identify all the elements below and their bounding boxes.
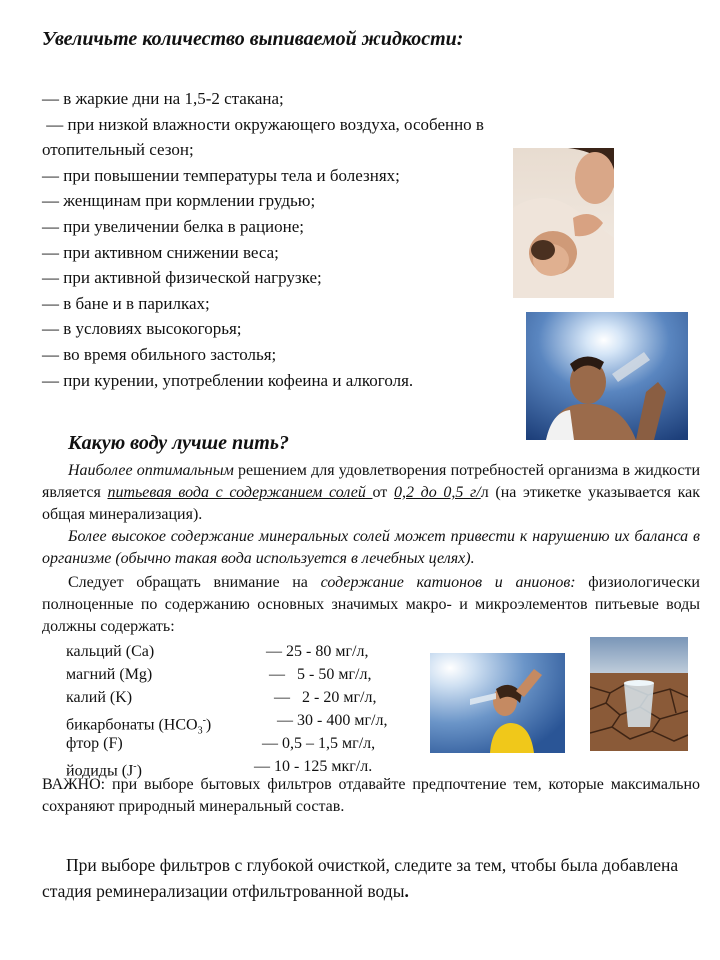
mineral-range-emphasis: 0,2 до 0,5 г/ — [393, 484, 481, 501]
mineral-value: — 5 - 50 мг/л, — [269, 666, 372, 683]
mineral-value: — 10 - 125 мкг/л. — [254, 758, 373, 775]
important-note: ВАЖНО: при выборе бытовых фильтров отдавайте предпочтение тем, которые максимально сохраняют природный минеральный состав. — [42, 776, 700, 815]
mineral-row — [66, 709, 426, 737]
paragraph-text: Следует обращать внимание на — [68, 574, 321, 591]
list-item: — женщинам при кормлении грудью; — [42, 191, 316, 211]
cations-emphasis: содержание катионов и анионов: — [320, 574, 576, 591]
final-text: При выборе фильтров с глубокой очисткой, следите за тем, чтобы была добавлена стадия реминерализации отфильтрованной воды — [42, 855, 679, 901]
paragraph-text: физиологически полноценные по содержанию основных значимых макро- и микроэлементов питьевые воды должны содержать: — [42, 574, 700, 635]
mineral-value: — 30 - 400 мг/л, — [277, 712, 388, 729]
mineral-name: калий (K) — [66, 689, 133, 706]
paragraph-cations-anions — [42, 572, 700, 638]
mineral-value: — 2 - 20 мг/л, — [274, 689, 377, 706]
page-title: Увеличьте количество выпиваемой жидкости: — [42, 28, 464, 50]
salt-content-emphasis: питьевая вода с содержанием солей — [107, 484, 373, 501]
list-item: — в условиях высокогорья; — [42, 319, 242, 339]
minerals-table — [66, 640, 426, 778]
list-item: — в бане и в парилках; — [42, 293, 210, 313]
mineral-name: фтор (F) — [66, 735, 123, 752]
list-item: — при активном снижении веса; — [42, 242, 279, 262]
list-item: — при увеличении белка в рационе; — [42, 216, 305, 236]
mineral-name-text: йодиды (J — [66, 762, 134, 780]
mineral-name-end: ) — [136, 762, 142, 780]
list-item: отопительный сезон; — [42, 140, 194, 160]
list-item: — при курении, употреблении кофеина и алкоголя. — [42, 370, 414, 390]
mineral-row — [66, 686, 426, 709]
man-drinking-water-photo — [526, 312, 688, 440]
mineral-row — [66, 640, 426, 663]
paragraph-text: л (на этикетке указывается как общая минерализация). — [42, 484, 701, 523]
list-item: — при активной физической нагрузке; — [42, 268, 322, 288]
mineral-value: — 0,5 – 1,5 мг/л, — [262, 735, 376, 752]
list-item: — во время обильного застолья; — [42, 344, 277, 364]
mineral-name: кальций (Ca) — [66, 643, 155, 660]
mineral-name-text: бикарбонаты (HCO — [66, 716, 198, 734]
fluid-intake-list — [42, 86, 562, 393]
mineral-name-end: ) — [205, 716, 212, 734]
paragraph-high-mineral-warning: Более высокое содержание минеральных солей может привести к нарушению их баланса в организме (обычно такая вода используется в лечебных целях). — [42, 528, 700, 567]
mineral-subscript: 3 — [197, 725, 203, 737]
list-item: — при повышении температуры тела и болезнях; — [42, 165, 400, 185]
mineral-superscript: - — [133, 761, 137, 772]
final-period: . — [404, 881, 409, 901]
section-subtitle: Какую воду лучше пить? — [68, 432, 289, 454]
glass-of-water-dry-earth-photo — [590, 637, 688, 751]
final-recommendation — [42, 852, 692, 904]
list-item: — в жаркие дни на 1,5-2 стакана; — [42, 89, 284, 108]
mineral-row — [66, 663, 426, 686]
mineral-name: магний (Mg) — [66, 666, 153, 683]
paragraph-lead: Наиболее оптимальным — [68, 462, 234, 479]
paragraph-optimal-water — [42, 460, 700, 526]
list-item: — при низкой влажности окружающего воздуха, особенно в — [42, 114, 484, 134]
mother-breastfeeding-photo — [513, 148, 614, 298]
paragraph-text: от — [372, 484, 394, 501]
mineral-value: — 25 - 80 мг/л, — [266, 643, 369, 660]
woman-drinking-water-photo — [430, 653, 565, 753]
paragraph-text: решением для удовлетворения потребностей организма в жидкости является — [42, 462, 701, 501]
mineral-superscript: - — [202, 715, 206, 726]
mineral-row — [66, 732, 426, 755]
